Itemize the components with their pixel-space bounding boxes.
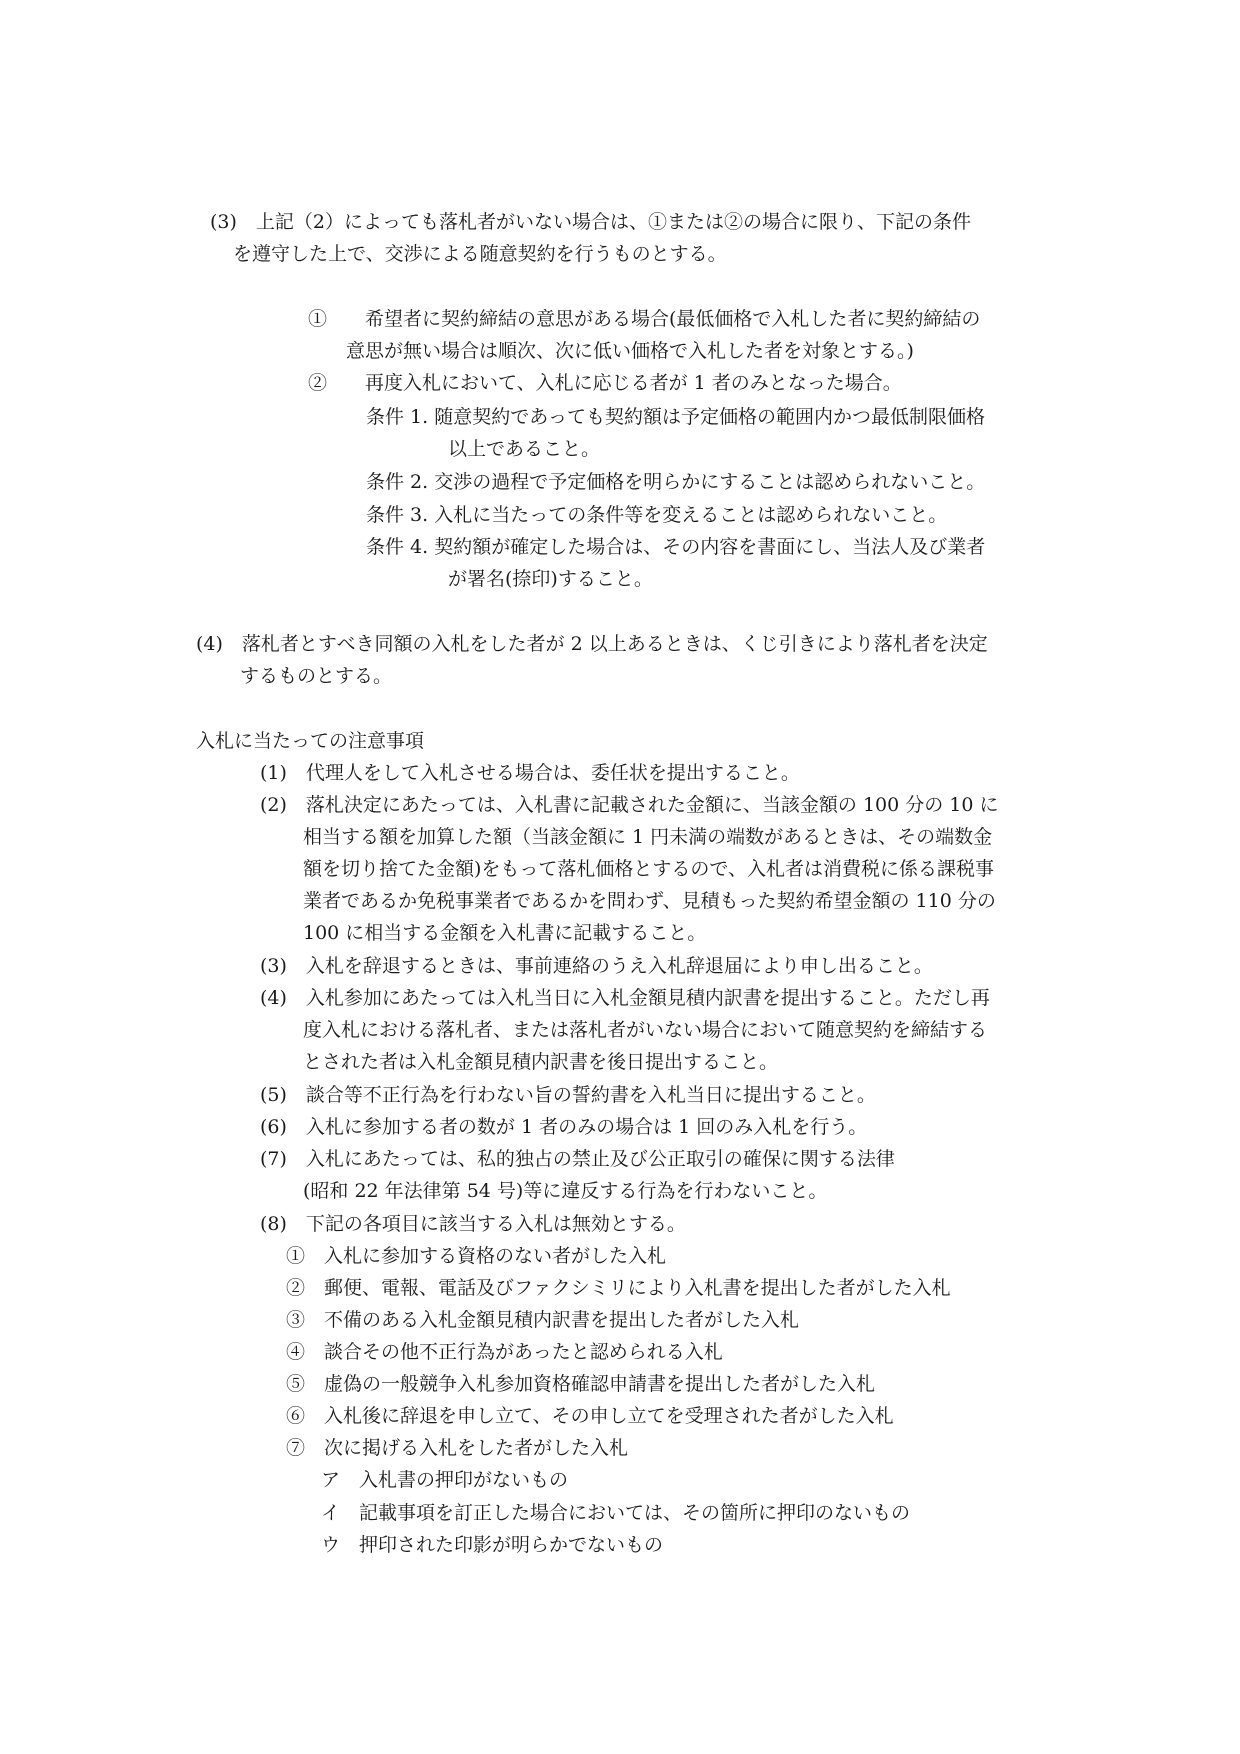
sec3-item1-line1: ① 希望者に契約締結の意思がある場合(最低価格で入札した者に契約締結の bbox=[308, 308, 981, 330]
condition-4-line2: が署名(捺印)すること。 bbox=[448, 568, 653, 590]
note-6: (6) 入札に参加する者の数が 1 者のみの場合は 1 回のみ入札を行う。 bbox=[260, 1116, 868, 1138]
invalid-item: ⑥ 入札後に辞退を申し立て、その申し立てを受理された者がした入札 bbox=[286, 1405, 894, 1427]
sub-item: ア 入札書の押印がないもの bbox=[321, 1469, 569, 1491]
note-7-line2: (昭和 22 年法律第 54 号)等に違反する行為を行わないこと。 bbox=[303, 1180, 828, 1202]
note-4-line1: (4) 入札参加にあたっては入札当日に入札金額見積内訳書を提出すること。ただし再 bbox=[260, 987, 990, 1009]
note-1: (1) 代理人をして入札させる場合は、委任状を提出すること。 bbox=[260, 762, 800, 784]
condition-3: 条件 3. 入札に当たっての条件等を変えることは認められないこと。 bbox=[366, 504, 948, 526]
note-3: (3) 入札を辞退するときは、事前連絡のうえ入札辞退届により申し出ること。 bbox=[260, 955, 933, 977]
note-7-line1: (7) 入札にあたっては、私的独占の禁止及び公正取引の確保に関する法律 bbox=[260, 1148, 895, 1170]
sec3-line1: (3) 上記（2）によっても落札者がいない場合は、①または②の場合に限り、下記の条件 bbox=[210, 211, 972, 233]
note-2-line3: 額を切り捨てた金額)をもって落札価格とするので、入札者は消費税に係る課税事 bbox=[303, 858, 995, 880]
sec4-line2: するものとする。 bbox=[240, 665, 393, 687]
note-4-line3: とされた者は入札金額見積内訳書を後日提出すること。 bbox=[303, 1051, 779, 1073]
invalid-item: ① 入札に参加する資格のない者がした入札 bbox=[286, 1245, 667, 1267]
note-2-line4: 業者であるか免税事業者であるかを問わず、見積もった契約希望金額の 110 分の bbox=[303, 890, 996, 912]
condition-4-line1: 条件 4. 契約額が確定した場合は、その内容を書面にし、当法人及び業者 bbox=[366, 536, 986, 558]
note-2-line5: 100 に相当する金額を入札書に記載すること。 bbox=[303, 922, 707, 944]
invalid-item: ④ 談合その他不正行為があったと認められる入札 bbox=[286, 1341, 723, 1363]
invalid-item: ② 郵便、電報、電話及びファクシミリにより入札書を提出した者がした入札 bbox=[286, 1277, 951, 1299]
note-5: (5) 談合等不正行為を行わない旨の誓約書を入札当日に提出すること。 bbox=[260, 1084, 876, 1106]
note-2-line2: 相当する額を加算した額（当該金額に 1 円未満の端数があるときは、その端数金 bbox=[303, 826, 993, 848]
sub-item: イ 記載事項を訂正した場合においては、その箇所に押印のないもの bbox=[321, 1502, 911, 1524]
invalid-item: ⑤ 虚偽の一般競争入札参加資格確認申請書を提出した者がした入札 bbox=[286, 1373, 876, 1395]
sec3-line2: を遵守した上で、交渉による随意契約を行うものとする。 bbox=[233, 243, 727, 265]
condition-2: 条件 2. 交渉の過程で予定価格を明らかにすることは認められないこと。 bbox=[366, 471, 986, 493]
sec3-item1-line2: 意思が無い場合は順次、次に低い価格で入札した者を対象とする。) bbox=[346, 340, 914, 362]
condition-1-line1: 条件 1. 随意契約であっても契約額は予定価格の範囲内かつ最低制限価格 bbox=[366, 406, 986, 428]
condition-1-line2: 以上であること。 bbox=[448, 438, 601, 460]
note-4-line2: 度入札における落札者、または落札者がいない場合において随意契約を締結する bbox=[303, 1019, 988, 1041]
sec4-line1: (4) 落札者とすべき同額の入札をした者が 2 以上あるときは、くじ引きにより落札者を決定 bbox=[196, 633, 988, 655]
sub-item: ウ 押印された印影が明らかでないもの bbox=[321, 1534, 664, 1556]
invalid-item: ⑦ 次に掲げる入札をした者がした入札 bbox=[286, 1437, 629, 1459]
invalid-item: ③ 不備のある入札金額見積内訳書を提出した者がした入札 bbox=[286, 1309, 800, 1331]
note-2-line1: (2) 落札決定にあたっては、入札書に記載された金額に、当該金額の 100 分の 10 に bbox=[260, 794, 999, 816]
notes-heading: 入札に当たっての注意事項 bbox=[196, 730, 425, 752]
note-8: (8) 下記の各項目に該当する入札は無効とする。 bbox=[260, 1213, 686, 1235]
sec3-item2: ② 再度入札において、入札に応じる者が 1 者のみとなった場合。 bbox=[308, 372, 902, 394]
